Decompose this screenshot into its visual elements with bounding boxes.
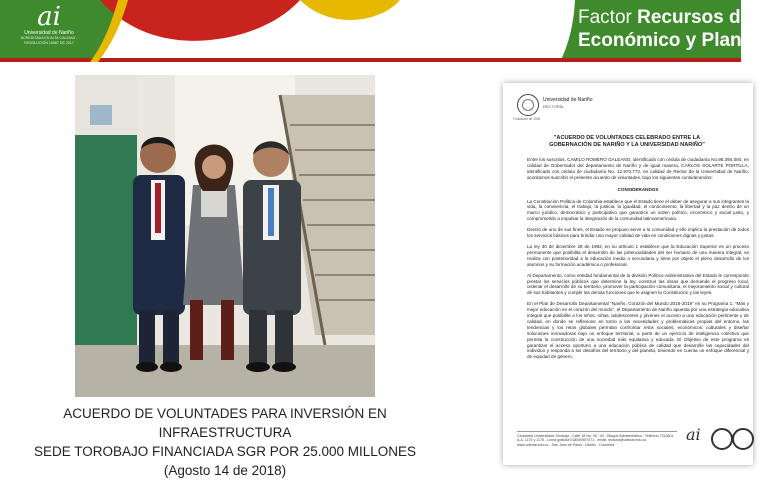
logo-tagline: ACREDITADA EN ALTA CALIDAD - RESOLUCIÓN 10567 DE 2017 — [20, 36, 78, 45]
doc-footer-logo: ai — [686, 425, 701, 444]
title-line2: Económico y Planta — [578, 30, 759, 51]
doc-paragraph-3: Dentro de uno de sus fines, el Estado se propuso servir a la comunidad y ello implica la prestación de todos los servicios básicos para brindar una mayor calidad de vida en condiciones dignas y justas. — [527, 227, 749, 239]
caption-line-2: SEDE TOROBAJO FINANCIADA SGR POR 25.000 MILLONES — [33, 444, 417, 459]
title-line1-light: Factor — [578, 7, 638, 28]
caption-line-1: ACUERDO DE VOLUNTADES PARA INVERSIÓN EN INFRAESTRUCTURA — [63, 406, 387, 440]
university-seal-icon — [517, 94, 539, 116]
photo-caption — [5, 404, 445, 480]
doc-footer-line-2: A.A. 1175 y 1176 - Línea gratuita 018000957071 - email: rectoria@udenar.edu.co — [517, 438, 647, 443]
doc-considerandos-heading: CONSIDERANDOS — [617, 186, 659, 192]
doc-header-name: Universidad de Nariño — [543, 97, 593, 103]
doc-title-line-1: "ACUERDO DE VOLUNTADES CELEBRADO ENTRE LA — [553, 135, 701, 141]
caption-line-3: (Agosto 14 de 2018) — [163, 463, 287, 478]
agreement-document-preview — [503, 83, 753, 465]
doc-paragraph-4: La ley 30 de diciembre 28 de 1992, en su artículo 1 establece que la Educación Superior es un proceso permanente que posibilita el desarrollo de las potencialidades del ser humano de una manera integral, se realiza con posterioridad a la educación media o secundaria y tiene por objeto el pleno desarrollo de los alumnos y su formación académica o profesional. — [527, 243, 749, 267]
doc-body — [527, 157, 749, 365]
event-photo — [75, 75, 375, 397]
doc-title — [521, 135, 733, 149]
header-banner — [0, 0, 769, 62]
doc-header-sub: RECTORÍA — [543, 104, 564, 109]
doc-paragraph-1: Entre los suscritos, CAMILO ROMERO GALEANO, identificado con cédula de ciudadanía No.98.394.084, en calidad de Gobernador del departamento de Nariño y de igual manera, CARLOS SOLARTE PORTILLA, identificado con cédula de ciudadanía No. 12.970.772, en calidad de Rector de la Universidad de Nariño, acordamos suscribir el presente acuerdo de voluntades, bajo los siguientes considerandos: — [527, 157, 749, 180]
doc-paragraph-6: En el Plan de Desarrollo Departamental "Nariño, Corazón del Mundo 2016-2019" en su Programa 1. "Más y mejor educación en el corazón del mundo", el Departamento de Nariño apuesta por una estrategia educativa integral que posibilite a los niños, niñas, adolescentes y jóvenes el acceso a una educación pertinente y de calidad, en donde se reflexione en torno a las necesidades y problemáticas propias del entorno, las tendencias y los retos globales permitan confrontar retos sociales, económicos, culturales y diseñar soluciones innovadoras bajo un enfoque territorial, a partir de un ejercicio de inteligencia colectiva que permita la construcción de una sociedad más equitativa y educada. El Objetivo de este programa es garantizar el acceso oportuno a una educación pública de calidad que desarrolle las capacidades del individuo y responda a los desafíos del territorio y del planeta, teniendo en cuenta un enfoque diferencial y de equidad de género. — [527, 301, 749, 360]
doc-footer — [517, 431, 677, 447]
doc-seal-caption: Fundación de 1904 — [513, 117, 541, 121]
logo-name: Universidad de Nariño — [24, 30, 74, 36]
doc-footer-line-3: www.udenar.edu.co - San Juan de Pasto - Nariño - Colombia — [517, 442, 615, 447]
doc-title-line-2: GOBERNACIÓN DE NARIÑO Y LA UNIVERSIDAD NARIÑO" — [549, 142, 705, 148]
title-line1-strong: Recursos de A — [637, 7, 769, 28]
university-logo — [20, 4, 78, 45]
doc-paragraph-5: Al Departamento, como entidad fundamental de la división Político-Administrativa del Estado le corresponde prestar los servicios públicos que determine la ley, construir las obras que demande el progreso local, ordenar el desarrollo de su territorio, promover la participación comunitaria, el mejoramiento social y cultural de sus habitantes y cumplir las demás funciones que le asignen la Constitución y las leyes. — [527, 272, 749, 296]
doc-footer-line-1: Ciudadela Universitaria Torobajo - Calle 18 No. 50 - 02 - Bloque Administrativo - Teléfono 7313601 — [517, 434, 674, 438]
certification-badge-icon — [711, 428, 733, 450]
photo-illustration — [75, 75, 375, 397]
slide-title — [578, 6, 769, 52]
accreditation-badge-icon — [732, 428, 754, 450]
doc-paragraph-2: La Constitución Política de Colombia establece que el Estado tiene el deber de asegurar a sus integrantes la vida, la convivencia, el trabajo, la justicia, la igualdad, el conocimiento, la libertad y la paz dentro de un marco jurídico, democrático y participativo que garantice un orden político, económico y social justo, y comprometido a impulsar la integración de la comunidad latinoamericana. — [527, 198, 749, 222]
logo-mark: ai — [37, 2, 61, 32]
